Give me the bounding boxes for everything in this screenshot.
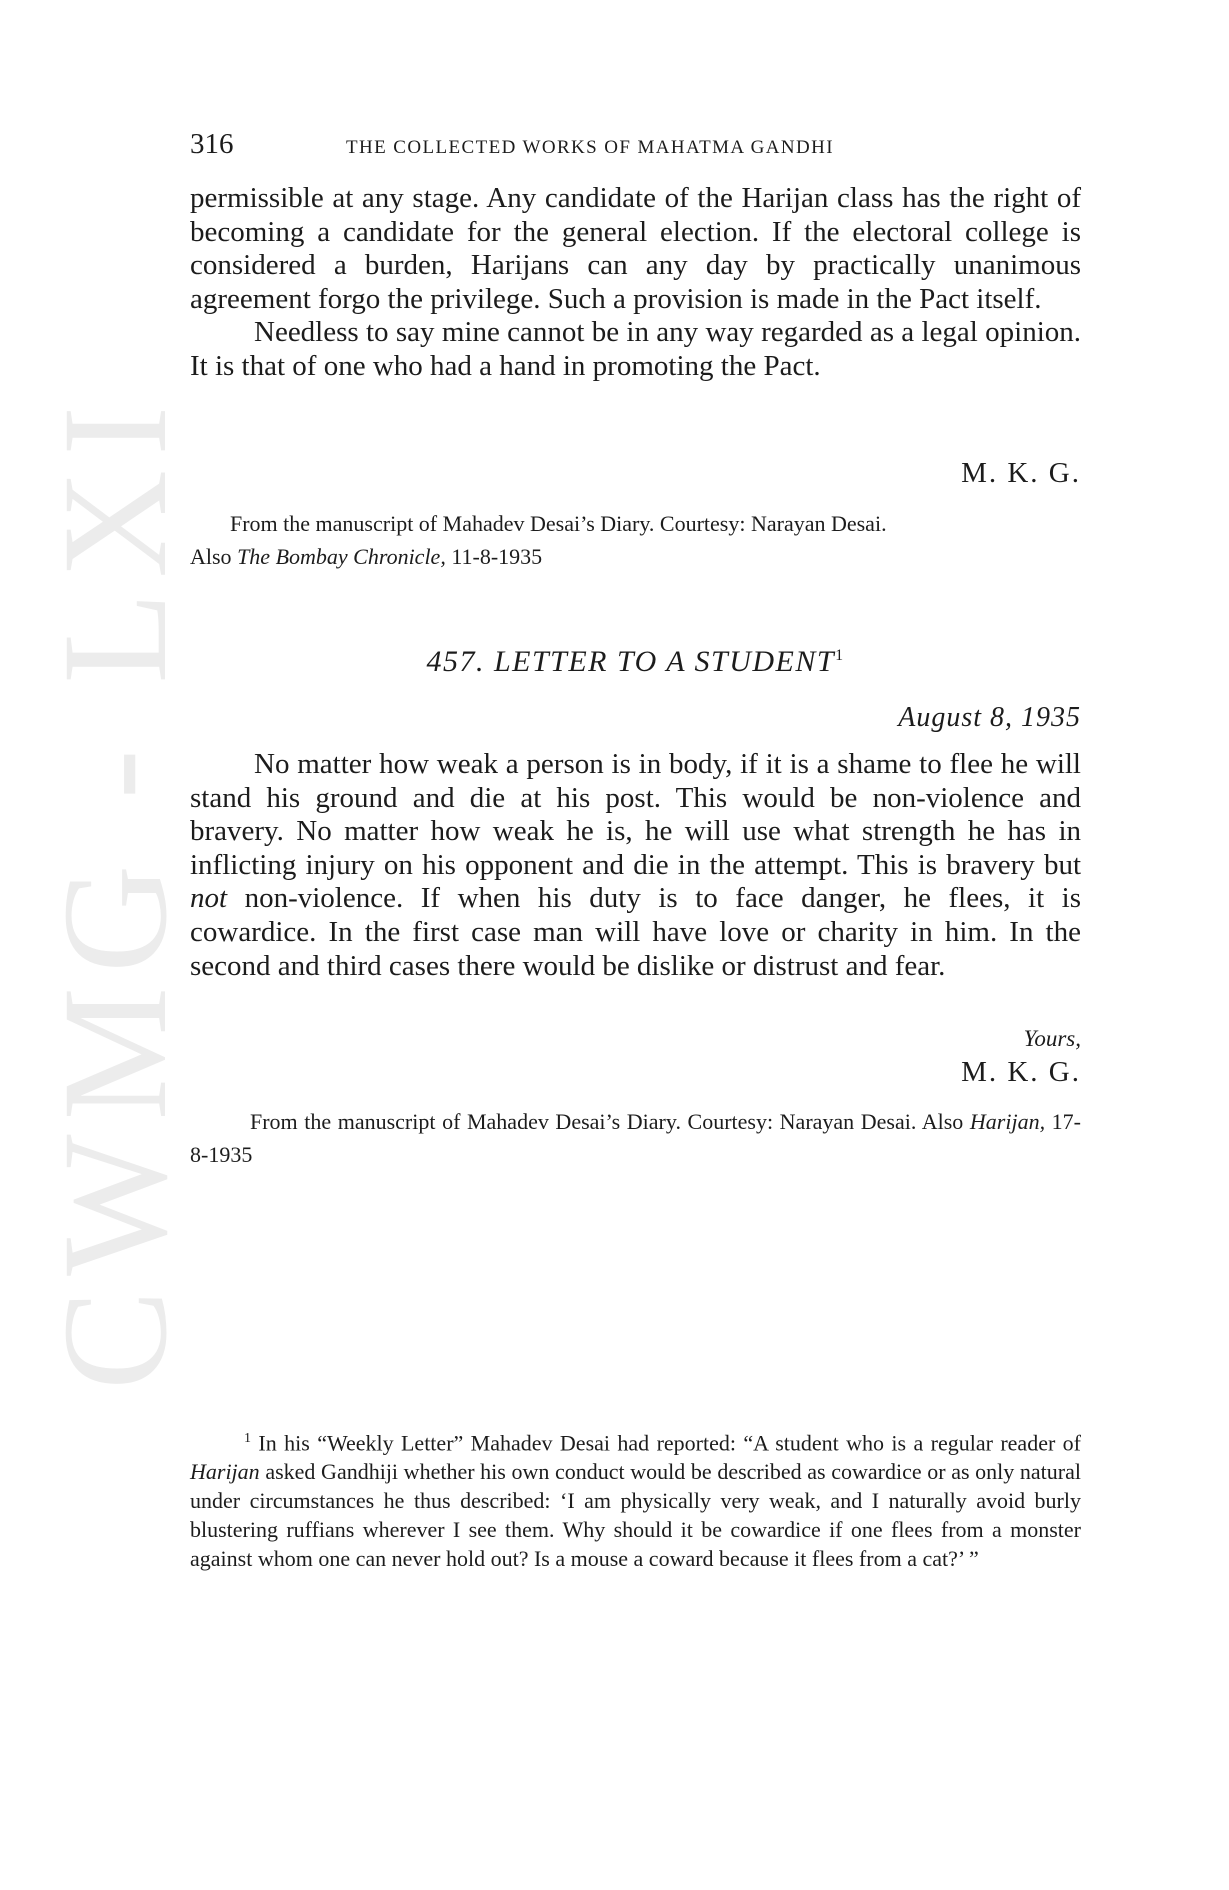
letter-emphasis: not <box>190 882 228 915</box>
footnote <box>190 1425 1081 1573</box>
source-note <box>190 1105 1081 1171</box>
signature: M. K. G. <box>961 457 1081 489</box>
continuation-text <box>190 182 1081 384</box>
letter-date: August 8, 1935 <box>898 702 1081 733</box>
continuation-paragraph: permissible at any stage. Any candidate of the Harijan class has the right of becoming a candidate for the general election. If the electoral college is considered a burden, Harijans can any day by practically unanimous agreement forgo the privilege. Such a provision is made in the Pact itself. <box>190 182 1081 315</box>
source-main: From the manuscript of Mahadev Desai’s Diary. Courtesy: Narayan Desai. <box>230 511 887 536</box>
letter-text: No matter how weak a person is in body, if it is a shame to flee he will stand his ground and die at his post. This would be non-violence and bravery. No matter how weak he is, he will use what strength he has in inflicting injury on his opponent and die in the attempt. This is bravery but <box>190 748 1081 881</box>
source-publication: Harijan, <box>969 1109 1046 1134</box>
continuation-paragraph: Needless to say mine cannot be in any way regarded as a legal opinion. It is that of one who had a hand in promoting the Pact. <box>190 316 1081 382</box>
letter-closing: Yours, <box>1023 1026 1081 1051</box>
footnote-publication: Harijan <box>190 1459 260 1485</box>
source-publication: The Bombay Chronicle, <box>237 544 446 569</box>
source-note <box>190 507 1081 573</box>
running-head <box>190 128 1081 168</box>
footnote-text: In his “Weekly Letter” Mahadev Desai had reported: “A student who is a regular reader of <box>258 1430 1082 1456</box>
watermark: CWMG - LXI <box>32 391 198 1390</box>
footnote-number: 1 <box>244 1431 251 1446</box>
letter-body <box>190 748 1081 983</box>
book-title: THE COLLECTED WORKS OF MAHATMA GANDHI <box>346 137 834 158</box>
letter-paragraph <box>190 748 1081 983</box>
letter-heading <box>190 645 1081 679</box>
source-also: Also <box>190 544 232 569</box>
source-main: From the manuscript of Mahadev Desai’s Diary. Courtesy: Narayan Desai. Also <box>250 1109 964 1134</box>
source-date: 17-8-1935 <box>190 1109 1081 1167</box>
footnote-marker: 1 <box>835 647 845 664</box>
letter-text: non-violence. If when his duty is to face danger, he flees, it is cowardice. In the first case man will have love or charity in him. In the second and third cases there would be dislike or distrust and fear. <box>190 882 1082 982</box>
footnote-text: asked Gandhiji whether his own conduct would be described as cowardice or as only natural under circumstances he thus described: ‘I am physically very weak, and I naturally avoid burly blustering ruffians wherever I see them. Why should it be cowardice if one flees from a monster against whom one can never hold out? Is a mouse a coward because it flees from a cat?’ ” <box>190 1459 1081 1571</box>
source-date: 11-8-1935 <box>451 544 543 569</box>
letter-heading-text: 457. LETTER TO A STUDENT <box>426 645 836 678</box>
signature: M. K. G. <box>961 1056 1081 1088</box>
page-number: 316 <box>190 128 234 160</box>
